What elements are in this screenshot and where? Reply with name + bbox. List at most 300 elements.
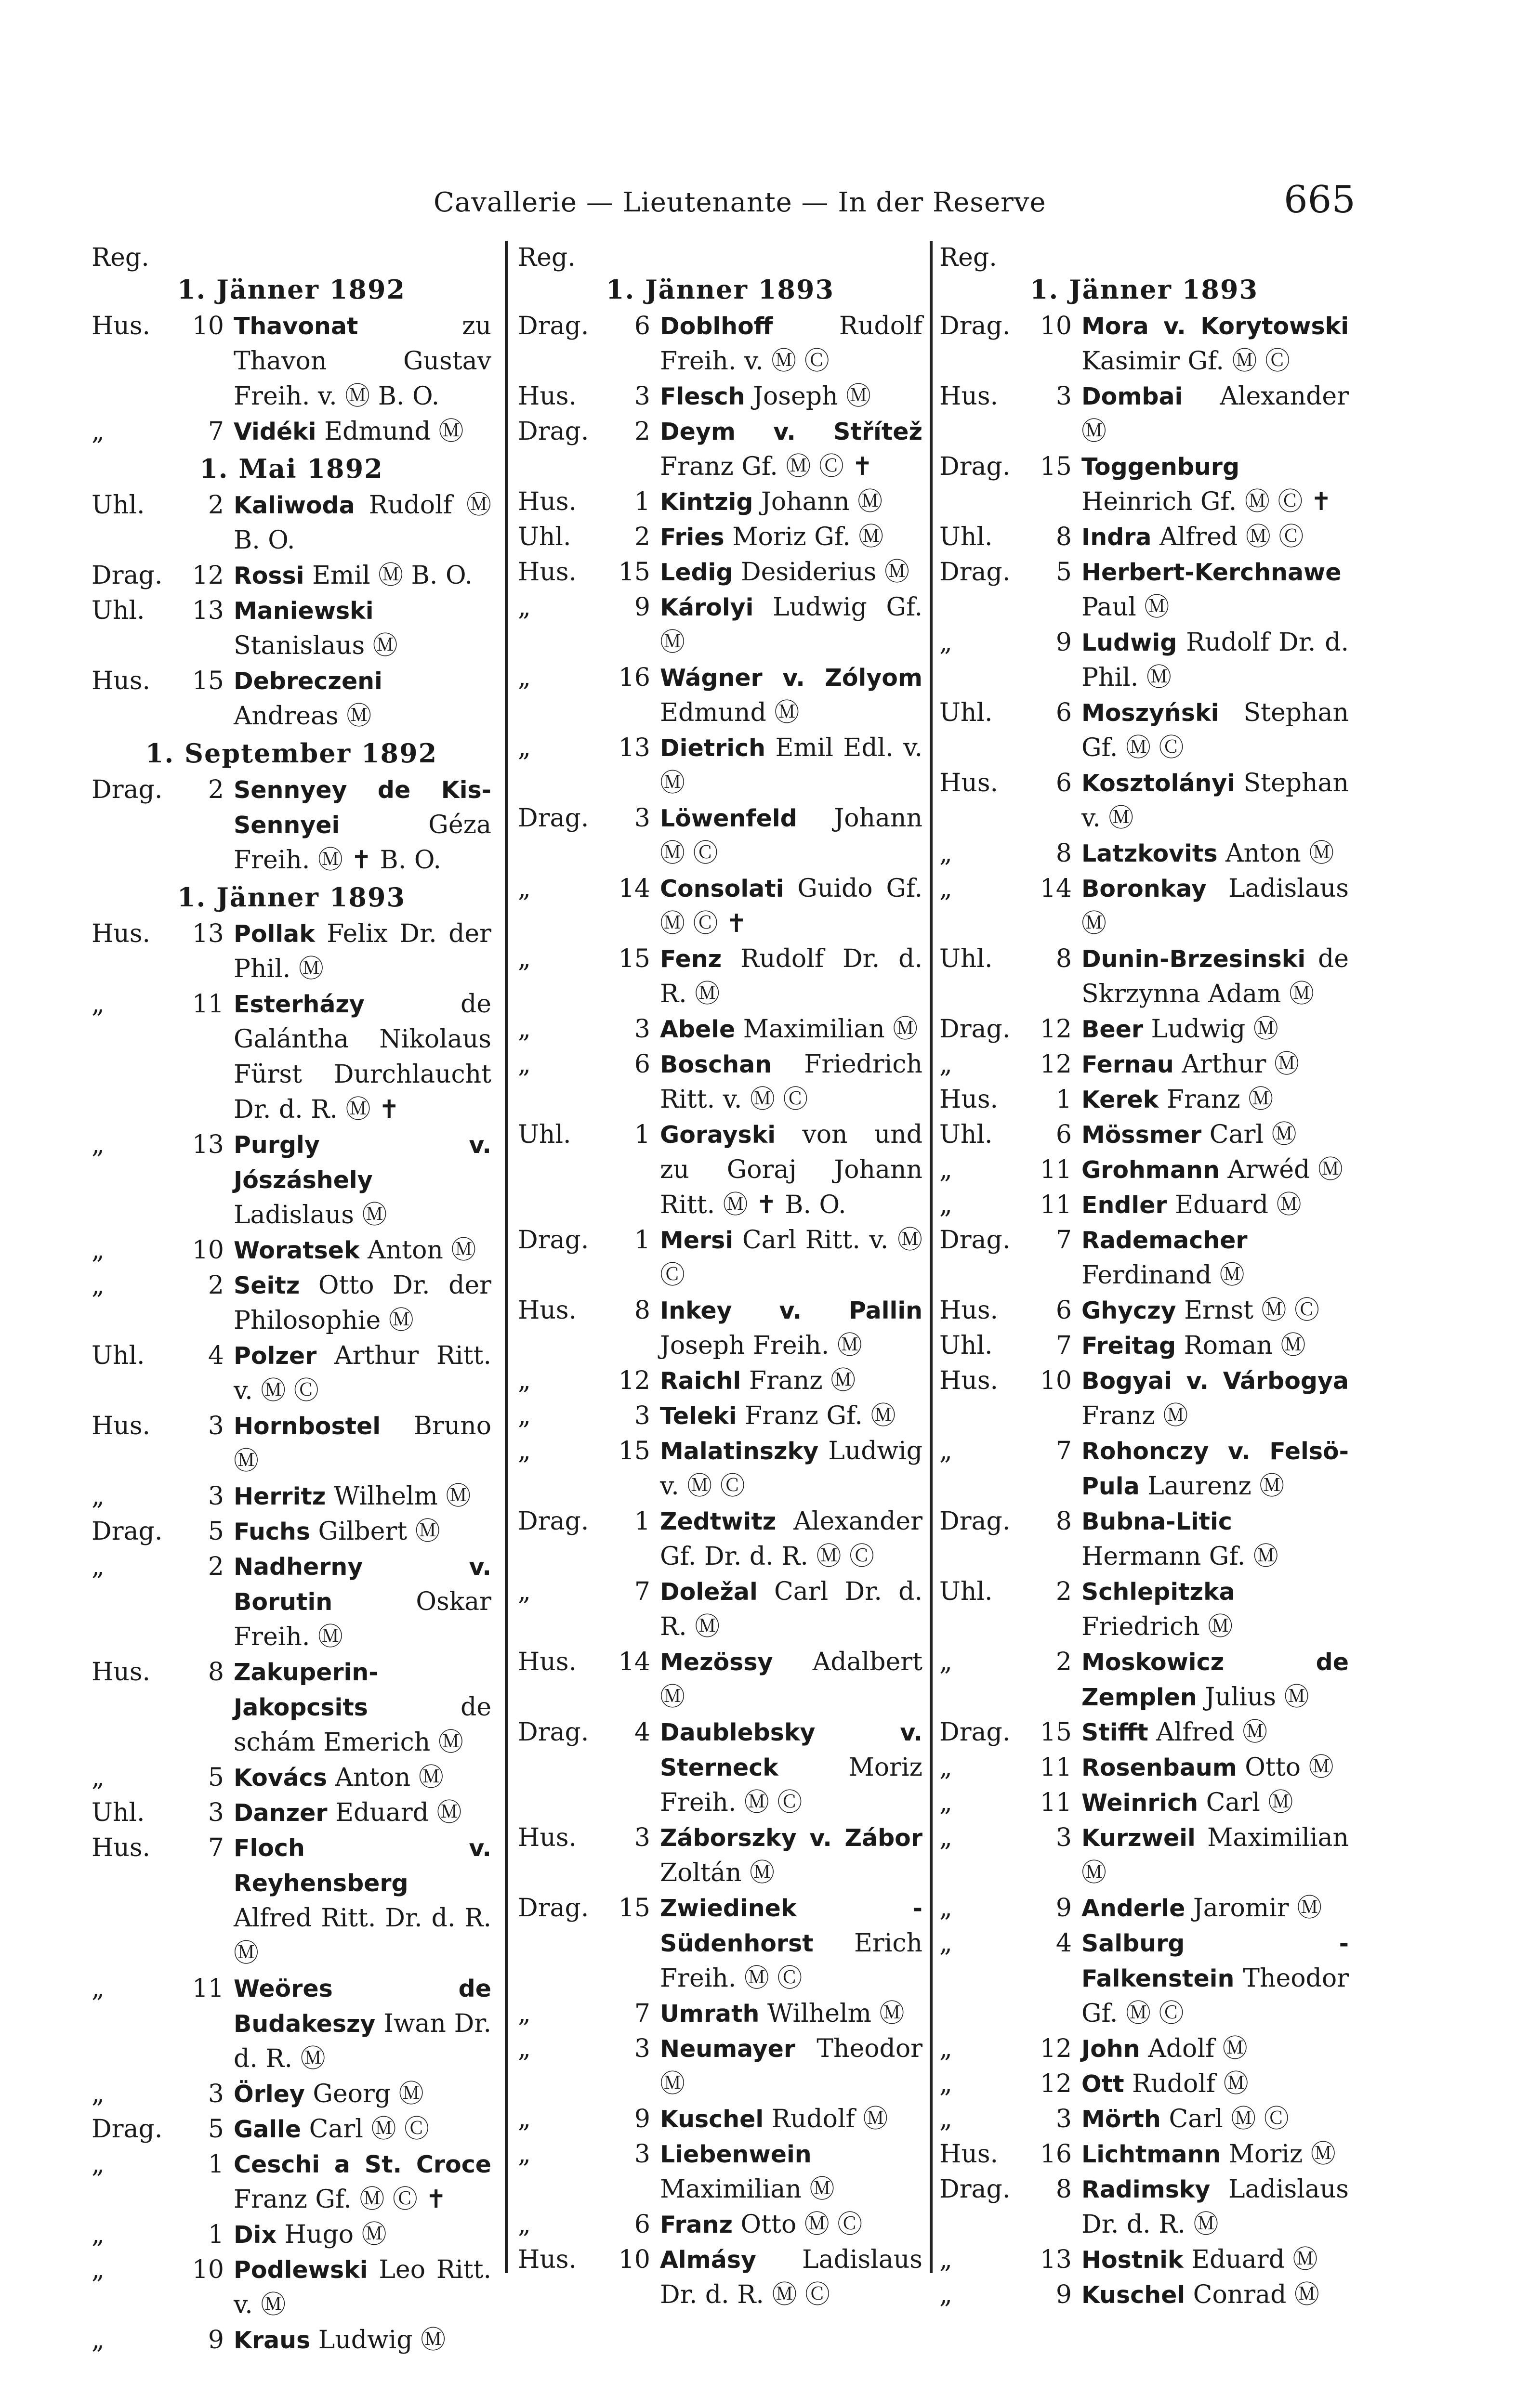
surname: Kuschel — [660, 2106, 764, 2133]
roster-entry — [939, 2277, 1349, 2313]
given-name: Franz Gf. — [660, 452, 778, 481]
decoration-marks: Ⓜ — [1108, 804, 1134, 833]
regiment-type: Hus. — [518, 1296, 577, 1325]
given-name: Eduard — [1175, 1191, 1269, 1219]
date-heading: 1. Jänner 1893 — [606, 274, 835, 305]
roster-entry — [939, 1047, 1349, 1082]
decoration-marks: Ⓜ — [378, 561, 404, 590]
decoration-marks: Ⓜ — [361, 2220, 387, 2249]
regiment-type: „ — [939, 2280, 952, 2309]
entry-text — [1081, 1328, 1349, 1363]
roster-entry — [518, 1223, 922, 1293]
roster-entry — [518, 1293, 922, 1363]
surname: Mörth — [1081, 2106, 1161, 2133]
roster-entry — [939, 520, 1349, 555]
roster-entry — [92, 1127, 491, 1233]
surname: Kraus — [234, 2327, 311, 2354]
regiment-number: 3 — [634, 382, 650, 411]
surname: Pollak — [234, 920, 315, 948]
surname: Ghyczy — [1081, 1297, 1176, 1324]
entry-text — [1081, 1152, 1349, 1188]
decoration-marks: Ⓜ — [388, 1306, 414, 1335]
regiment-number: 7 — [1055, 1226, 1072, 1255]
given-name: Maximilian — [743, 1015, 885, 1044]
regiment-number: 8 — [1055, 523, 1072, 551]
surname: Polzer — [234, 1342, 317, 1370]
given-name: Joseph — [753, 382, 838, 411]
column-rule — [930, 241, 933, 2273]
decoration-marks: Ⓜ — [830, 1366, 856, 1395]
regiment-type: Hus. — [92, 919, 151, 948]
given-name: Emil Edl. v. — [775, 733, 923, 762]
surname: Galle — [234, 2116, 302, 2143]
surname: Wágner v. Zólyom — [660, 664, 922, 692]
regiment-type: „ — [939, 1648, 952, 1676]
roster-entry — [939, 942, 1349, 1012]
given-name: Friedrich Ritt. v. — [660, 1050, 922, 1114]
regiment-number: 1 — [634, 1226, 650, 1255]
regiment-type: Uhl. — [518, 1120, 571, 1149]
surname: Kosztolányi — [1081, 770, 1236, 797]
entry-text — [234, 593, 491, 664]
roster-entry — [939, 2242, 1349, 2277]
entry-text — [1081, 1750, 1349, 1785]
decoration-marks: Ⓜ — [863, 2105, 888, 2133]
decoration-marks: Ⓜ Ⓒ — [261, 1376, 319, 1405]
decoration-marks: Ⓜ — [846, 382, 871, 411]
regiment-type: „ — [92, 2150, 105, 2179]
roster-entry — [518, 1996, 922, 2031]
roster-entry — [92, 664, 491, 734]
regiment-type: Drag. — [518, 1226, 589, 1255]
entry-text — [660, 1223, 922, 1293]
roster-entry — [939, 1715, 1349, 1750]
roster-entry — [939, 1891, 1349, 1926]
regiment-type: „ — [939, 2034, 952, 2063]
decoration-marks: Ⓜ — [1308, 1753, 1334, 1782]
roster-entry — [92, 1268, 491, 1338]
given-name: Rudolf Dr. d. Phil. — [1081, 628, 1349, 692]
surname: Rosenbaum — [1081, 1754, 1237, 1781]
given-name: Arthur Ritt. v. — [234, 1341, 492, 1405]
regiment-number: 4 — [208, 1341, 224, 1370]
entry-text — [1081, 2242, 1349, 2277]
entry-text — [234, 2252, 491, 2323]
given-name: Edmund — [660, 698, 766, 727]
regiment-number: 3 — [208, 2080, 224, 2108]
decoration-marks: Ⓜ — [695, 1612, 720, 1641]
entry-text — [1081, 1504, 1349, 1574]
roster-entry — [92, 1795, 491, 1831]
surname: Záborszky v. Zábor — [660, 1824, 922, 1852]
regiment-type: „ — [92, 1271, 105, 1300]
regiment-type: „ — [939, 874, 952, 903]
regiment-type: Uhl. — [518, 523, 571, 551]
given-name: Carl — [1169, 2105, 1223, 2133]
given-name: Wilhelm — [767, 1999, 871, 2028]
page-number: 665 — [1284, 178, 1356, 222]
roster-entry — [92, 916, 491, 987]
regiment-number: 12 — [1040, 1050, 1072, 1079]
decoration-marks: Ⓜ — [774, 698, 800, 727]
regiment-type: Hus. — [92, 1658, 151, 1687]
given-name: Roman — [1184, 1331, 1273, 1360]
given-name: Arwéd — [1227, 1155, 1310, 1184]
given-name: Carl Dr. d. R. — [660, 1577, 922, 1641]
decoration-marks: Ⓜ — [660, 2069, 685, 2098]
surname: Schlepitzka — [1081, 1578, 1235, 1606]
entry-text — [1081, 1574, 1349, 1645]
entry-text — [660, 1399, 922, 1434]
entry-text — [1081, 1785, 1349, 1820]
given-name: Moriz Freih. — [660, 1753, 922, 1817]
regiment-type: Hus. — [92, 667, 151, 695]
entry-text — [660, 1117, 922, 1223]
given-name: Andreas — [234, 702, 339, 731]
given-name: Rudolf Dr. d. R. — [660, 944, 922, 1008]
entry-text — [234, 1127, 491, 1233]
decoration-marks: Ⓜ — [1146, 663, 1172, 692]
regiment-number: 3 — [634, 804, 650, 833]
regiment-number: 2 — [1055, 1648, 1072, 1676]
regiment-number: 9 — [1055, 2280, 1072, 2309]
regiment-number: 1 — [634, 487, 650, 516]
given-name: Ernst — [1184, 1296, 1253, 1325]
surname: Gorayski — [660, 1121, 776, 1149]
order-abbrev: B. O. — [380, 846, 441, 875]
regiment-type: Drag. — [92, 775, 163, 804]
surname: Anderle — [1081, 1895, 1186, 1922]
roster-entry — [518, 871, 922, 942]
given-name: Ludwig — [318, 2326, 413, 2355]
roster-entry — [92, 1233, 491, 1268]
entry-text — [660, 414, 922, 484]
regiment-type: Drag. — [92, 2115, 163, 2144]
entry-text — [234, 1831, 491, 1971]
surname: Rossi — [234, 562, 304, 589]
entry-text — [1081, 1820, 1349, 1891]
given-name: Emil — [312, 561, 370, 590]
surname: Mezössy — [660, 1649, 773, 1676]
surname: Maniewski — [234, 597, 374, 625]
roster-entry — [518, 731, 922, 801]
given-name: Franz Gf. — [745, 1401, 863, 1430]
regiment-number: 1 — [208, 2220, 224, 2249]
order-abbrev: B. O. — [378, 382, 440, 411]
regiment-number: 9 — [1055, 1894, 1072, 1923]
regiment-number: 8 — [1055, 944, 1072, 973]
regiment-number: 9 — [634, 2105, 650, 2133]
decoration-marks: Ⓜ — [1259, 1472, 1285, 1501]
roster-entry — [518, 555, 922, 590]
surname: Doblhoff — [660, 313, 773, 340]
regiment-number: 3 — [634, 2140, 650, 2169]
given-name: Stephan v. — [1081, 769, 1349, 833]
entry-text — [234, 488, 491, 558]
decoration-marks: Ⓜ — [1144, 593, 1170, 622]
entry-text — [660, 1504, 922, 1574]
surname: Malatinszky — [660, 1438, 819, 1465]
regiment-type: Hus. — [939, 382, 999, 411]
entry-text — [234, 1549, 491, 1655]
given-name: Guido Gf. — [797, 874, 923, 903]
regiment-type: Hus. — [939, 1366, 999, 1395]
entry-text — [234, 2077, 491, 2112]
surname: Fries — [660, 523, 724, 551]
surname: Salburg - Falkenstein — [1081, 1930, 1349, 1992]
regiment-type: Drag. — [518, 417, 589, 446]
surname: Nadherny v. Borutin — [234, 1553, 491, 1616]
roster-entry — [92, 2077, 491, 2112]
entry-text — [1081, 1434, 1349, 1504]
decoration-marks: Ⓜ — [1284, 1683, 1309, 1712]
entry-text — [1081, 871, 1349, 942]
entry-text — [660, 1574, 922, 1645]
date-heading: 1. Jänner 1893 — [177, 882, 406, 913]
date-heading: 1. September 1892 — [145, 738, 438, 769]
regiment-type: Hus. — [518, 1823, 577, 1852]
roster-entry — [939, 1504, 1349, 1574]
regiment-number: 2 — [634, 523, 650, 551]
regiment-number: 13 — [192, 919, 224, 948]
surname: Almásy — [660, 2246, 756, 2274]
roster-entry — [518, 1363, 922, 1399]
surname: Dombai — [1081, 383, 1183, 410]
regiment-type: „ — [518, 1015, 531, 1044]
roster-entry — [939, 1434, 1349, 1504]
entry-text — [1081, 449, 1349, 520]
regiment-number: 3 — [208, 1482, 224, 1511]
regiment-number: 7 — [634, 1999, 650, 2028]
date-heading: 1. Jänner 1892 — [177, 274, 406, 305]
decoration-marks: Ⓜ — [1223, 2069, 1249, 2098]
roster-entry — [92, 2217, 491, 2252]
regiment-type: Drag. — [939, 1015, 1011, 1044]
roster-entry — [939, 2172, 1349, 2242]
decoration-marks: Ⓜ — [1310, 2140, 1336, 2169]
regiment-number: 14 — [1040, 874, 1072, 903]
surname: Floch v. Reyhensberg — [234, 1834, 491, 1897]
entry-text — [1081, 2067, 1349, 2102]
roster-entry — [518, 1504, 922, 1574]
given-name: Ludwig v. — [660, 1437, 922, 1501]
surname: Dunin-Brzesinski — [1081, 945, 1306, 973]
roster-entry — [92, 1971, 491, 2077]
entry-text — [660, 801, 922, 871]
surname: Abele — [660, 1016, 736, 1043]
surname: Károlyi — [660, 594, 754, 621]
roster-entry — [939, 1117, 1349, 1152]
given-name: Stanislaus — [234, 631, 365, 660]
roster-entry — [939, 1152, 1349, 1188]
roster-entry — [518, 942, 922, 1012]
entry-text — [234, 2147, 491, 2217]
roster-entry — [92, 558, 491, 593]
given-name: Anton — [368, 1236, 443, 1265]
entry-text — [660, 871, 922, 942]
decoration-marks: Ⓜ — [879, 1999, 905, 2028]
given-name: Eduard — [1191, 2245, 1285, 2274]
decoration-marks: Ⓜ — [893, 1015, 918, 1044]
entry-text — [1081, 2031, 1349, 2067]
roster-entry — [939, 871, 1349, 942]
roster-entry — [939, 766, 1349, 836]
decoration-marks: Ⓜ — [750, 1858, 775, 1887]
regiment-type: „ — [518, 2034, 531, 2063]
regiment-type: „ — [518, 944, 531, 973]
decoration-marks: Ⓜ — [695, 980, 720, 1008]
decoration-marks: Ⓜ — [451, 1236, 476, 1265]
entry-text — [660, 1012, 922, 1047]
roster-entry — [939, 449, 1349, 520]
surname: Moskowicz de Zemplen — [1081, 1649, 1349, 1711]
column-3 — [939, 243, 1349, 2309]
regiment-type: „ — [518, 593, 531, 622]
entry-text — [1081, 1926, 1349, 2031]
decoration-marks: Ⓜ — [1294, 2280, 1319, 2309]
entry-text — [660, 590, 922, 660]
regiment-type: „ — [518, 1577, 531, 1606]
regiment-number: 10 — [192, 312, 224, 340]
regiment-type: „ — [518, 1050, 531, 1079]
surname: Flesch — [660, 383, 745, 410]
decoration-marks: Ⓜ Ⓒ — [750, 1085, 808, 1114]
entry-text — [234, 1338, 491, 1409]
regiment-type: Hus. — [518, 382, 577, 411]
regiment-type: Hus. — [939, 769, 999, 798]
roster-entry — [518, 1645, 922, 1715]
given-name: Ladislaus — [1228, 874, 1349, 903]
given-name: Franz — [1166, 1085, 1240, 1114]
surname: Sennyey de Kis-Sennyei — [234, 776, 491, 839]
regiment-type: „ — [518, 733, 531, 762]
roster-entry — [518, 2242, 922, 2313]
entry-text — [660, 942, 922, 1012]
entry-text — [234, 414, 491, 449]
date-heading: 1. Jänner 1893 — [1029, 274, 1259, 305]
entry-text — [660, 1715, 922, 1820]
surname: Zedtwitz — [660, 1508, 777, 1535]
regiment-type: Uhl. — [92, 1798, 145, 1827]
regiment-type: „ — [92, 1974, 105, 2003]
roster-entry — [92, 2112, 491, 2147]
given-name: Maximilian — [660, 2175, 802, 2204]
decoration-marks: Ⓜ — [1253, 1542, 1278, 1571]
roster-entry — [518, 379, 922, 414]
roster-entry — [92, 987, 491, 1127]
regiment-number: 2 — [208, 775, 224, 804]
regiment-type: Drag. — [939, 1507, 1011, 1536]
roster-entry — [518, 590, 922, 660]
surname: Mössmer — [1081, 1121, 1202, 1149]
roster-entry — [939, 1785, 1349, 1820]
roster-entry — [92, 1479, 491, 1514]
given-name: Ladislaus Dr. d. R. — [660, 2245, 922, 2309]
given-name: Anton — [1225, 839, 1301, 868]
given-name: Ladislaus — [234, 1201, 354, 1230]
decoration-marks: Ⓜ — [300, 2044, 326, 2073]
decoration-marks: Ⓜ Ⓒ — [744, 1788, 803, 1817]
surname: Doležal — [660, 1578, 758, 1606]
roster-entry — [939, 2137, 1349, 2172]
regiment-type: „ — [939, 2245, 952, 2274]
regiment-number: 12 — [618, 1366, 650, 1395]
decoration-marks: Ⓜ Ⓒ — [772, 2280, 830, 2309]
decoration-marks: Ⓜ — [446, 1482, 471, 1511]
decoration-marks: Ⓜ — [234, 1447, 259, 1476]
decoration-marks: Ⓜ — [809, 2175, 835, 2204]
surname: Zwiedinek - Südenhorst — [660, 1895, 922, 1957]
regiment-number: 14 — [618, 874, 650, 903]
given-name: Géza Freih. — [234, 811, 491, 875]
decoration-marks: Ⓜ — [660, 628, 685, 657]
regiment-type: Drag. — [518, 1718, 589, 1747]
roster-entry — [518, 801, 922, 871]
regiment-number: 2 — [208, 1271, 224, 1300]
surname: Weinrich — [1081, 1789, 1199, 1817]
roster-entry — [939, 1188, 1349, 1223]
surname: Grohmann — [1081, 1156, 1220, 1184]
entry-text — [1081, 379, 1349, 449]
entry-text — [660, 1363, 922, 1399]
decoration-marks: Ⓜ — [261, 2290, 286, 2319]
surname: Örley — [234, 2081, 305, 2108]
running-title: Cavallerie — Lieutenante — In der Reserve — [434, 187, 1046, 218]
decoration-marks: Ⓜ Ⓒ ✝ — [786, 452, 873, 481]
decoration-marks: Ⓜ — [858, 523, 884, 551]
regiment-type: „ — [939, 1929, 952, 1958]
reg-label: Reg. — [518, 243, 576, 272]
given-name: Adolf — [1148, 2034, 1215, 2063]
roster-entry — [92, 772, 491, 878]
decoration-marks: Ⓜ ✝ — [723, 1191, 777, 1219]
given-name: Johann — [761, 487, 850, 516]
regiment-number: 9 — [208, 2326, 224, 2355]
entry-text — [234, 2112, 491, 2147]
entry-text — [1081, 1645, 1349, 1715]
regiment-number: 3 — [1055, 2105, 1072, 2133]
given-name: Carl Ritt. v. — [742, 1226, 889, 1255]
decoration-marks: Ⓜ — [837, 1331, 862, 1360]
roster-entry — [92, 1409, 491, 1479]
surname: Esterházy — [234, 991, 365, 1018]
roster-entry — [518, 1117, 922, 1223]
entry-text — [234, 309, 491, 414]
surname: Boschan — [660, 1051, 772, 1078]
regiment-type: Hus. — [939, 2140, 999, 2169]
regiment-number: 5 — [208, 1517, 224, 1546]
entry-text — [234, 1409, 491, 1479]
decoration-marks: Ⓜ — [298, 955, 324, 983]
entry-text — [1081, 2102, 1349, 2137]
roster-entry — [92, 488, 491, 558]
roster-entry — [518, 1574, 922, 1645]
decoration-marks: Ⓜ Ⓒ — [744, 1964, 803, 1993]
roster-entry — [518, 1715, 922, 1820]
decoration-marks: Ⓜ Ⓒ — [1232, 347, 1291, 376]
regiment-number: 3 — [1055, 382, 1072, 411]
regiment-number: 11 — [1040, 1155, 1072, 1184]
entry-text — [234, 1971, 491, 2077]
regiment-number: 6 — [1055, 698, 1072, 727]
regiment-number: 9 — [634, 593, 650, 622]
given-name: Bruno — [413, 1412, 491, 1440]
given-name: Kasimir Gf. — [1081, 347, 1224, 376]
surname: Hostnik — [1081, 2246, 1184, 2274]
regiment-number: 1 — [208, 2150, 224, 2179]
regiment-type: Drag. — [939, 452, 1011, 481]
given-name: Ferdinand — [1081, 1261, 1212, 1290]
